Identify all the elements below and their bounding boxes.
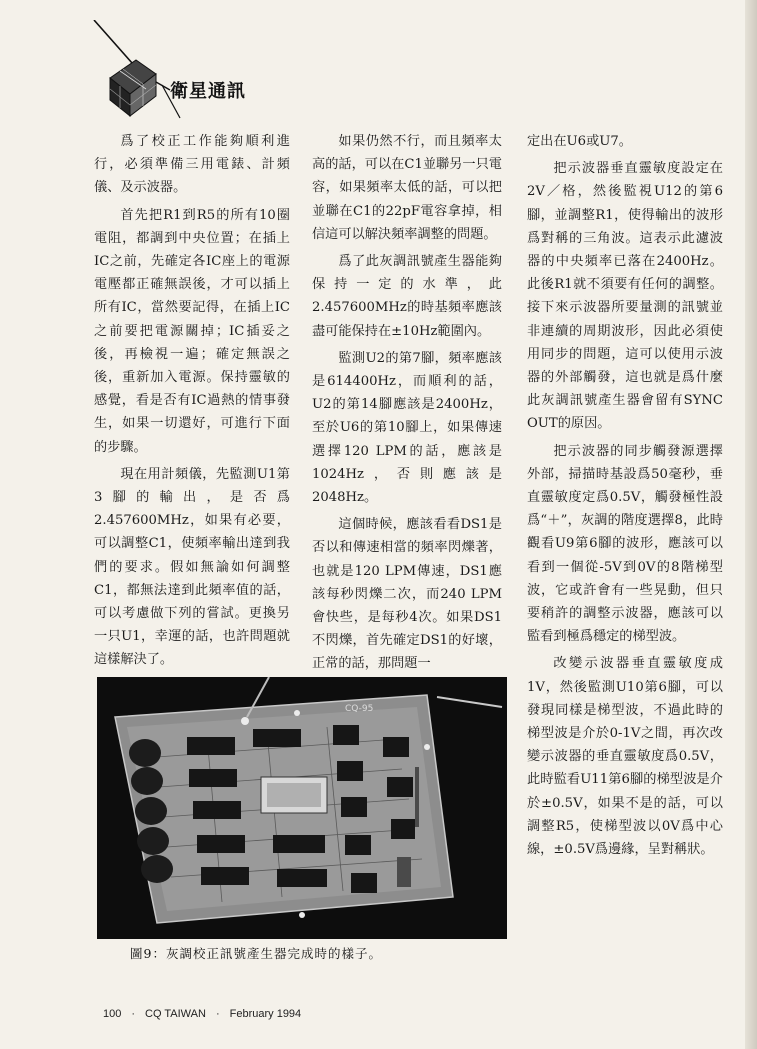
- paragraph: 現在用計頻儀，先監測U1第3腳的輸出，是否爲2.457600MHz，如果有必要，可以調整C1，使頻率輸出達到我們的要求。假如無論如何調整C1，都無法達到此頻率值的話，可以考慮做下列的嘗試。更換另一只U1，幸運的話，也許問題就這樣解決了。: [94, 466, 290, 668]
- circuit-board-photo: [97, 677, 507, 939]
- text-column-2: [312, 130, 502, 680]
- board-label: CQ-95: [345, 704, 374, 714]
- paragraph: 這個時候，應該看看DS1是否以和傳速相當的頻率閃爍著，也就是120 LPM傳速，DS1應該每秒閃爍二次，而240 LPM會快些，是每秒4次。如果DS1不閃爍，首先確定DS1的好壞，正常的話，那問題一: [312, 517, 502, 672]
- figure-caption: 圖9：灰調校正訊號產生器完成時的樣子。: [130, 946, 382, 961]
- paragraph: 把示波器垂直靈敏度設定在2V／格，然後監視U12的第6腳，並調整R1，使得輸出的波形爲對稱的三角波。這表示此濾波器的中央頻率已落在2400Hz。此後R1就不須要有任何的調整。接下來示波器所要量測的訊號並非連續的周期波形，因此必須使用同步的問題，這可以使用示波器的外部觸發，這也就是爲什麼此灰調訊號產生器會留有SYNC OUT的原因。: [527, 161, 723, 432]
- paragraph: 改變示波器垂直靈敏度成1V，然後監測U10第6腳，可以發現同樣是梯型波，不過此時的梯型波是介於0-1V之間，再次改變示波器的垂直靈敏度爲0.5V，此時監看U11第6腳的梯型波是介於±0.5V，如果不是的話，可以調整R5，使梯型波以0V爲中心線，±0.5V爲邊緣，呈對稱狀。: [527, 656, 723, 858]
- section-header: [92, 20, 342, 130]
- section-title: 衛星通訊: [170, 81, 246, 102]
- paragraph: 首先把R1到R5的所有10圈電阻，都調到中央位置；在插上IC之前，先確定各IC座上的電源電壓都正確無誤後，才可以插上所有IC，當然要記得，在插上IC之前要把電源關掉；IC插妥之後，再檢視一遍；確定無誤之後，重新加入電源。保持靈敏的感覺，看是否有IC過熱的情事發生，如果一切還好，可進行下面的步驟。: [94, 207, 290, 455]
- footer-separator: ·: [131, 1008, 136, 1020]
- paragraph: 爲了此灰調訊號產生器能夠保持一定的水準，此2.457600MHz的時基頻率應該盡可能保持在±10Hz範圍內。: [312, 254, 502, 339]
- paragraph: 如果仍然不行，而且頻率太高的話，可以在C1並聯另一只電容，如果頻率太低的話，可以把並聯在C1的22pF電容拿掉，相信這可以解決頻率調整的問題。: [312, 134, 502, 242]
- satellite-icon: [92, 20, 212, 130]
- text-column-3: [527, 130, 723, 865]
- paragraph: 定出在U6或U7。: [527, 134, 632, 149]
- circuit-board-image: [97, 677, 507, 939]
- magazine-name: CQ TAIWAN: [145, 1008, 206, 1020]
- text-column-1: [94, 130, 290, 676]
- page-number: 100: [103, 1008, 122, 1020]
- page-footer: [103, 1008, 301, 1020]
- paragraph: 把示波器的同步觸發源選擇外部，掃描時基設爲50毫秒，垂直靈敏度定爲0.5V，觸發極性設爲“＋”，灰調的階度選擇8，此時觀看U9第6腳的波形，應該可以看到一個從-5V到0V的8階梯型波，它或許會有一些晃動，但只要稍許的調整示波器，應該可以監看到極爲穩定的梯型波。: [527, 443, 723, 645]
- paragraph: 爲了校正工作能夠順利進行，必須準備三用電錶、計頻儀、及示波器。: [94, 134, 290, 196]
- paragraph: 監測U2的第7腳，頻率應該是614400Hz，而順利的話，U2的第14腳應該是2400Hz，至於U6的第10腳上，如果傳速選擇120 LPM的話，應該是1024Hz，否則應該是2048Hz。: [312, 350, 502, 506]
- issue-date: February 1994: [229, 1008, 302, 1020]
- footer-separator: ·: [215, 1008, 220, 1020]
- page-edge-shadow: [745, 0, 757, 1049]
